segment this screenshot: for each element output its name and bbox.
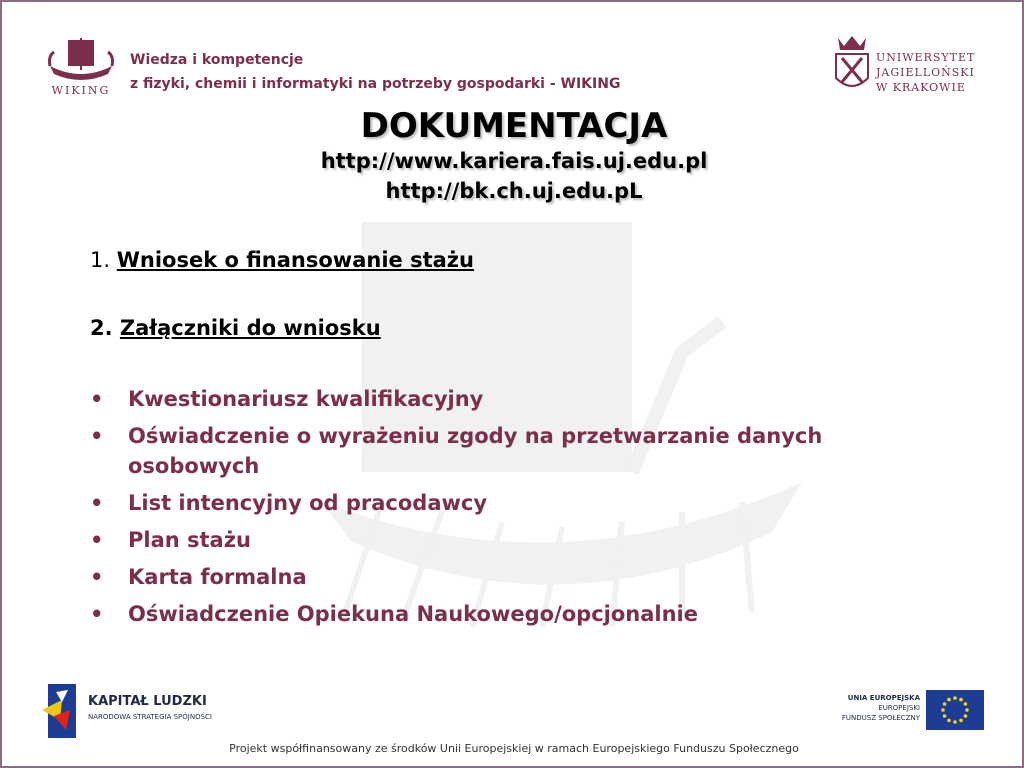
header-line-1: Wiedza i kompetencje [130, 52, 304, 68]
list-item: • Plan stażu [90, 525, 920, 555]
list-item: • Kwestionariusz kwalifikacyjny [90, 384, 920, 414]
bullet-icon: • [90, 565, 104, 589]
kapital-ludzki-logo [40, 680, 240, 742]
uj-logo [832, 34, 992, 100]
page-title: DOKUMENTACJA [360, 106, 668, 146]
footer-note: Projekt współfinansowany ze środków Unii Europejskiej w ramach Europejskiego Funduszu Społecznego [229, 742, 799, 755]
kl-subtitle: NARODOWA STRATEGIA SPÓJNOŚCI [88, 713, 212, 721]
bullet-icon: • [90, 602, 104, 626]
bullet-icon: • [90, 528, 104, 552]
list-item: • Oświadczenie Opiekuna Naukowego/opcjonalnie [90, 599, 920, 629]
kapital-ludzki-icon [40, 680, 84, 742]
uj-crest-icon [832, 34, 872, 96]
eu-flag-icon [926, 690, 984, 730]
eu-logo [834, 688, 994, 734]
item-1-number: 1. [90, 248, 111, 272]
list-item: • List intencyjny od pracodawcy [90, 488, 920, 518]
bullet-icon: • [90, 387, 104, 411]
item-2 [90, 316, 381, 340]
project-header [130, 48, 620, 96]
viking-ship-icon [46, 36, 116, 84]
item-1 [90, 248, 474, 272]
wiking-logo-text: WIKING [51, 84, 111, 97]
url-bk[interactable]: http://bk.ch.uj.edu.pL [385, 179, 643, 203]
item-2-link[interactable]: Załączniki do wniosku [119, 316, 381, 340]
header-line-2: z fizyki, chemii i informatyki na potrzeby gospodarki - WIKING [130, 76, 621, 92]
bullet-icon: • [90, 424, 104, 448]
list-item: • Oświadczenie o wyrażeniu zgody na przetwarzanie danych osobowych [90, 421, 920, 481]
wiking-logo [46, 36, 116, 97]
title-block [2, 106, 1024, 206]
attachments-list [90, 384, 920, 636]
item-2-number: 2. [90, 316, 113, 340]
list-item: • Karta formalna [90, 562, 920, 592]
uj-name: UNIWERSYTET JAGIELLOŃSKI W KRAKOWIE [876, 51, 976, 94]
bullet-icon: • [90, 491, 104, 515]
url-kariera[interactable]: http://www.kariera.fais.uj.edu.pl [320, 149, 708, 173]
kl-title: KAPITAŁ LUDZKI [88, 694, 207, 709]
item-1-link[interactable]: Wniosek o finansowanie stażu [116, 248, 474, 272]
eu-text: UNIA EUROPEJSKA EUROPEJSKI FUNDUSZ SPOŁECZNY [841, 694, 920, 722]
